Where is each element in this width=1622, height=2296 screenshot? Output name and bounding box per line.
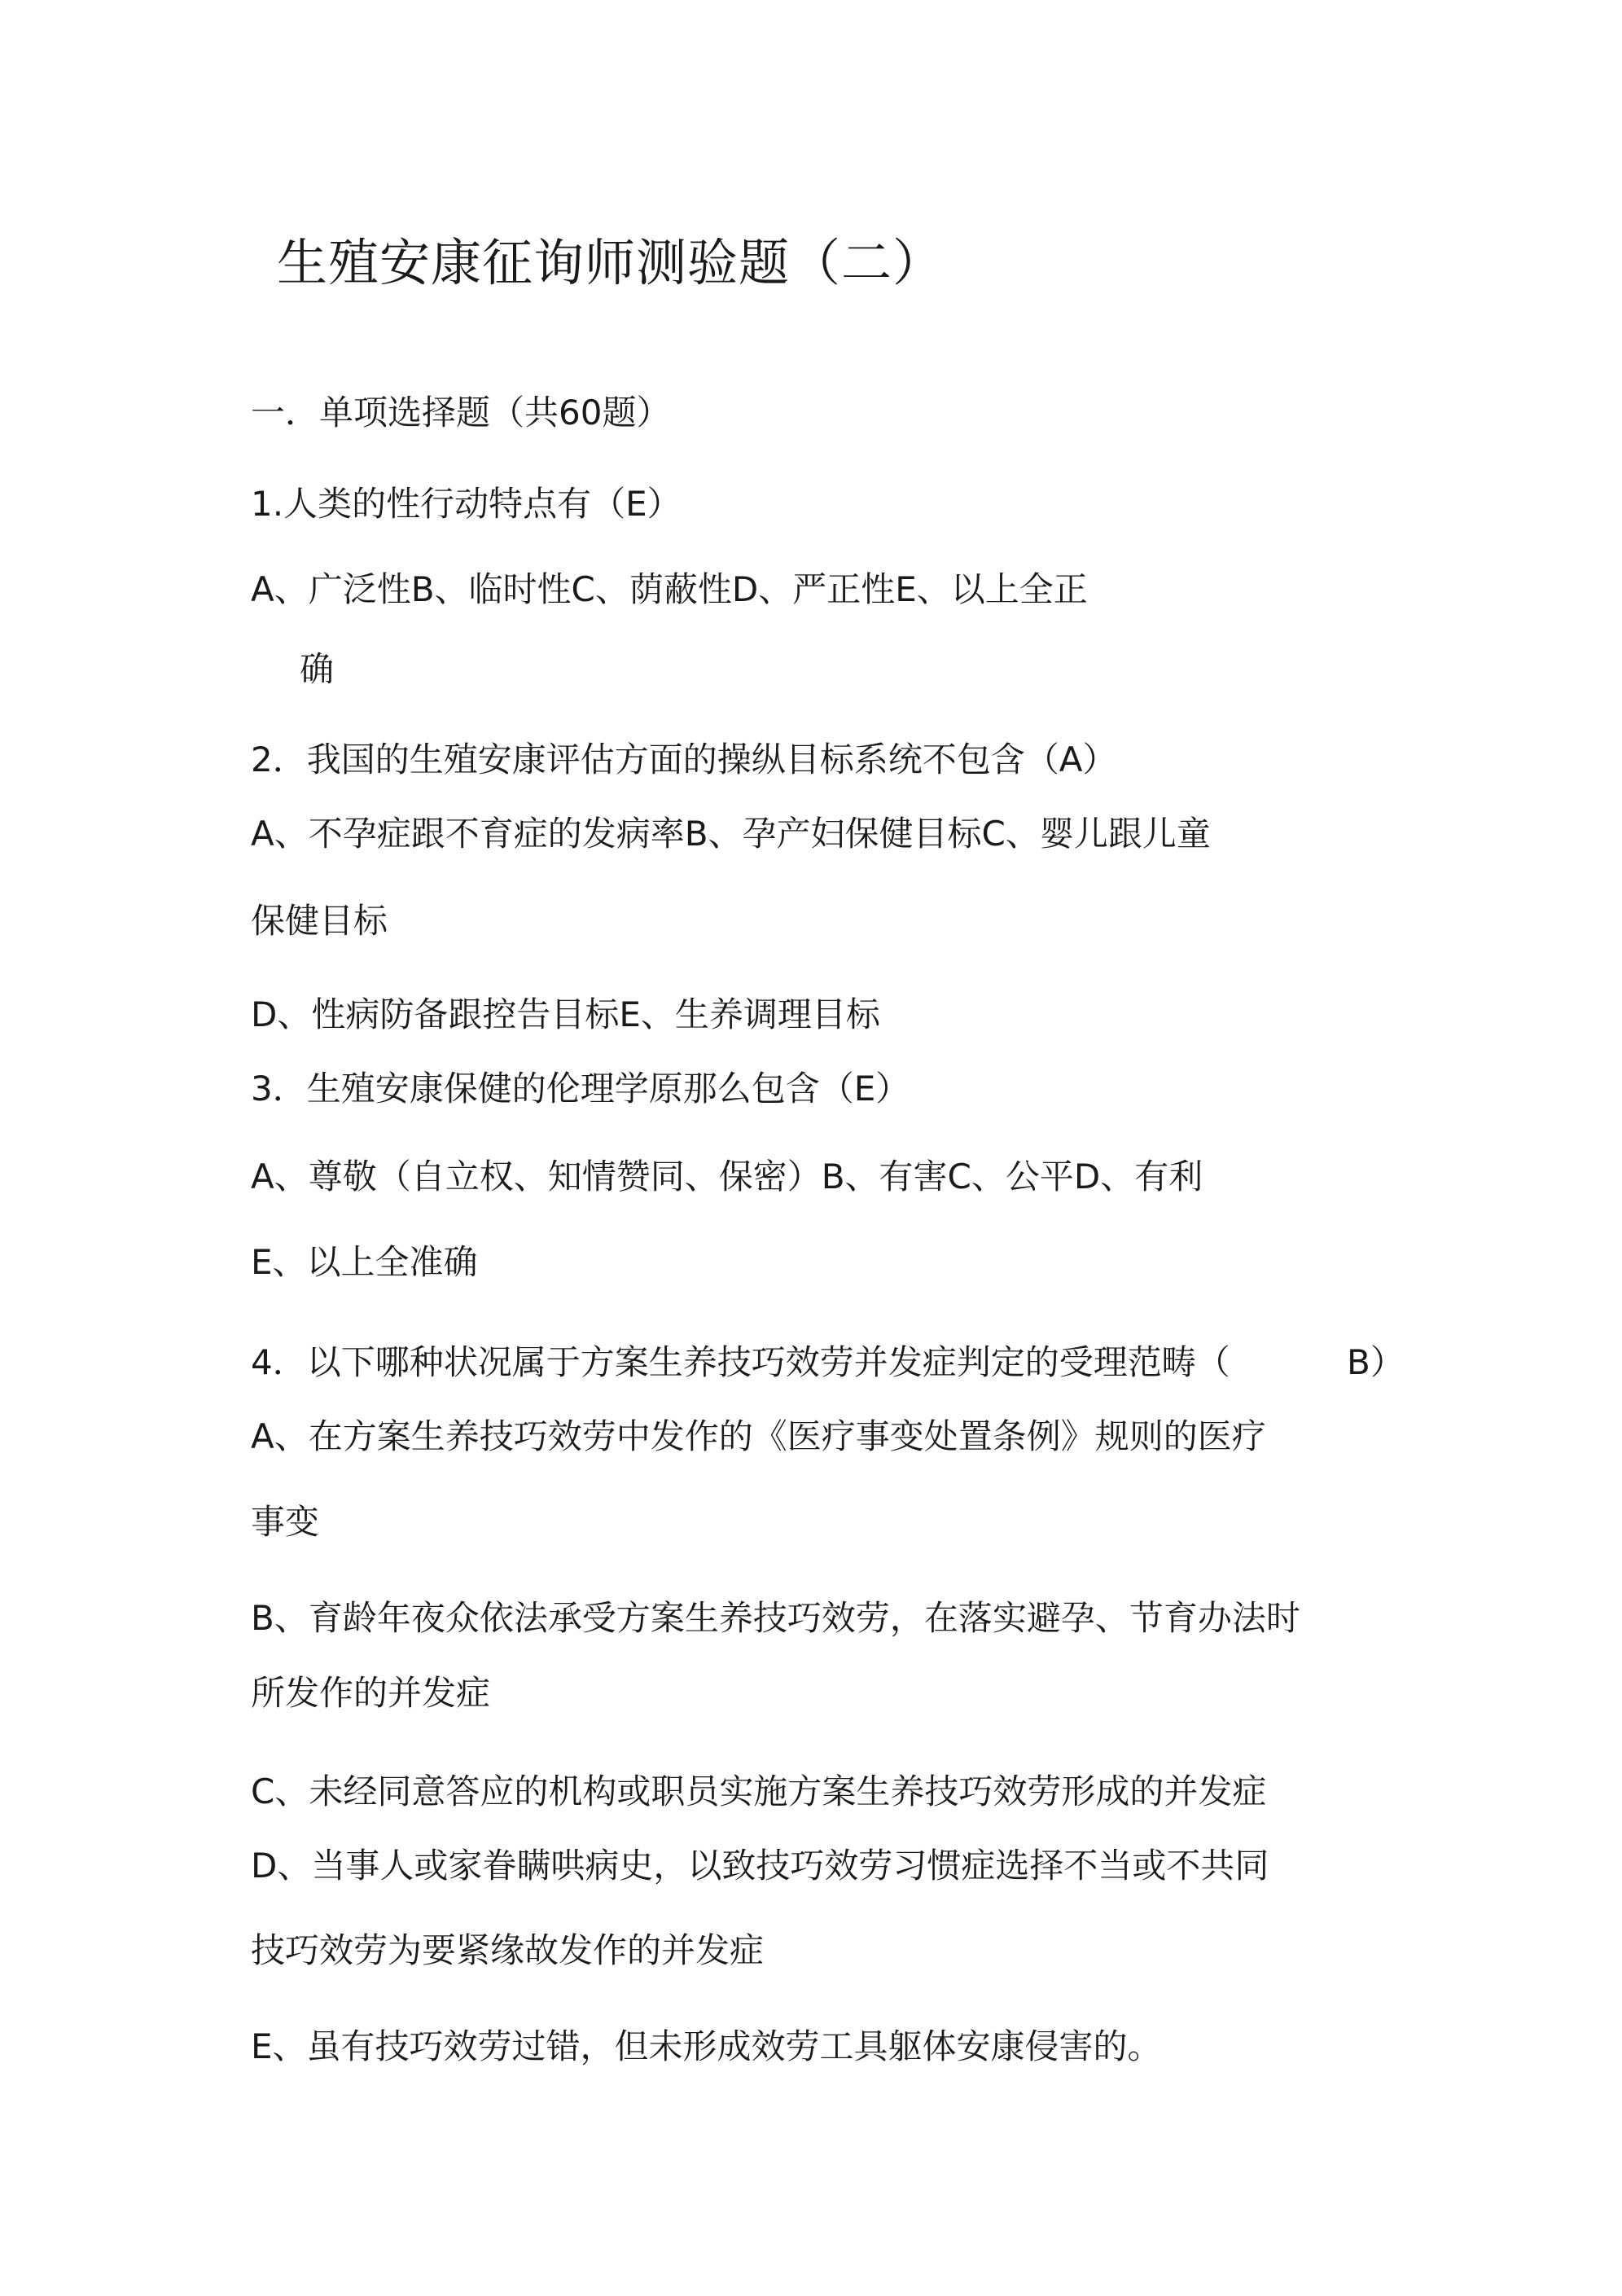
question-2-options-line3: D、性病防备跟控告目标E、生养调理目标 bbox=[251, 994, 880, 1034]
question-4-option-e: E、虽有技巧效劳过错，但未形成效劳工具躯体安康侵害的。 bbox=[251, 2026, 1162, 2066]
question-4-option-d: D、当事人或家眷瞒哄病史，以致技巧效劳习惯症选择不当或不共同 bbox=[251, 1846, 1269, 1886]
question-2-stem: 2．我国的生殖安康评估方面的操纵目标系统不包含（A） bbox=[251, 740, 1117, 779]
question-1-stem: 1.人类的性行动特点有（E） bbox=[251, 484, 682, 524]
question-4-option-b-continued: 所发作的并发症 bbox=[251, 1673, 491, 1713]
question-1-options: A、广泛性B、临时性C、荫蔽性D、严正性E、以上全正 bbox=[251, 569, 1088, 609]
question-4-option-a: A、在方案生养技巧效劳中发作的《医疗事变处置条例》规则的医疗 bbox=[251, 1416, 1266, 1456]
question-4-option-d-continued: 技巧效劳为要紧缘故发作的并发症 bbox=[251, 1930, 765, 1970]
question-4-option-a-continued: 事变 bbox=[251, 1502, 320, 1542]
question-3-options-continued: E、以上全准确 bbox=[251, 1242, 478, 1282]
section-heading: 一．单项选择题（共60题） bbox=[251, 393, 671, 432]
question-4-answer: B） bbox=[1347, 1342, 1405, 1382]
question-3-options: A、尊敬（自立权、知情赞同、保密）B、有害C、公平D、有利 bbox=[251, 1157, 1203, 1196]
page-title: 生殖安康征询师测验题（二） bbox=[277, 233, 945, 292]
question-3-stem: 3．生殖安康保健的伦理学原那么包含（E） bbox=[251, 1069, 910, 1108]
question-4-option-c: C、未经同意答应的机构或职员实施方案生养技巧效劳形成的并发症 bbox=[251, 1771, 1267, 1811]
question-2-options-continued: 保健目标 bbox=[251, 901, 388, 941]
question-4-option-b: B、育龄年夜众依法承受方案生养技巧效劳，在落实避孕、节育办法时 bbox=[251, 1598, 1300, 1638]
question-1-options-continued: 确 bbox=[300, 649, 335, 689]
question-2-options: A、不孕症跟不育症的发病率B、孕产妇保健目标C、婴儿跟儿童 bbox=[251, 814, 1211, 854]
question-4-stem: 4．以下哪种状况属于方案生养技巧效劳并发症判定的受理范畴（ bbox=[251, 1342, 1230, 1382]
